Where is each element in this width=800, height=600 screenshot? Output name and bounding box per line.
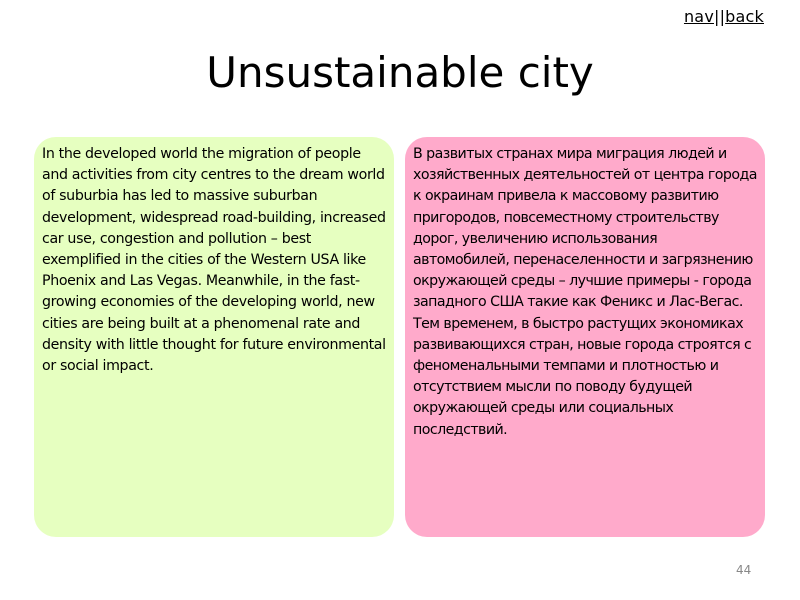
russian-text: В развитых странах мира миграция людей и хозяйственных деятельностей от центра города к окраинам привела к массовому развитию пригородов, повсеместному строительству дорог, увеличению использования автомобилей, перенаселенности и загрязнению окружающей среды – лучшие примеры - города западного США такие как Феникс и Лас-Вегас. Тем временем, в быстро растущих экономиках развивающихся стран, новые города строятся с феноменальными темпами и плотностью и отсутствием мысли по поводу будущей окружающей среды или социальных последствий. [413, 146, 757, 438]
back-link[interactable]: back [725, 7, 764, 26]
english-text: In the developed world the migration of people and activities from city centres to the dream world of suburbia has led to massive suburban development, widespread road-building, increased car use, congestion and pollution – best exemplified in the cities of the Western USA like Phoenix and Las Vegas. Meanwhile, in the fast-growing economies of the developing world, new cities are being built at a phenomenal rate and density with little thought for future environmental or social impact. [42, 146, 386, 375]
nav-links [684, 7, 764, 26]
slide-title: Unsustainable city [206, 48, 594, 97]
nav-separator: || [713, 7, 726, 26]
russian-text-panel [405, 137, 765, 537]
page-number: 44 [736, 563, 752, 577]
nav-link[interactable]: nav [683, 7, 714, 26]
english-text-panel [34, 137, 394, 537]
